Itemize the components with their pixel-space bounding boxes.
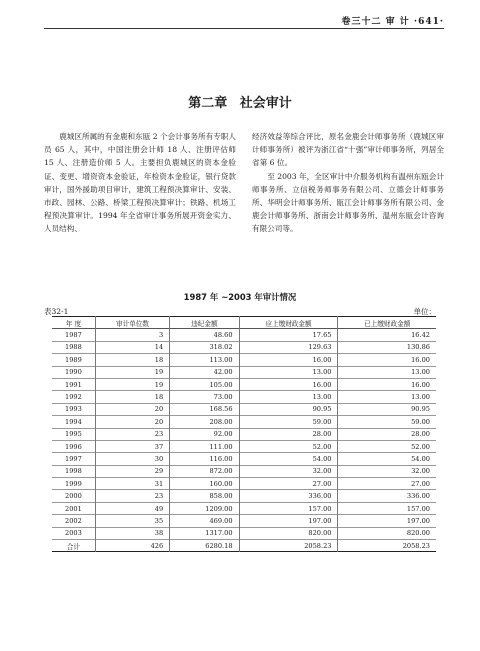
cell-paid: 59.00 (411, 417, 430, 426)
cell-payable: 90.95 (239, 403, 338, 415)
cell-violation: 105.00 (170, 378, 239, 390)
cell-payable: 28.00 (239, 428, 338, 440)
table-row (52, 416, 436, 428)
cell-paid: 157.00 (406, 504, 430, 513)
cell-units: 18 (95, 391, 169, 403)
cell-paid: 54.00 (411, 454, 430, 463)
cell-violation: 113.00 (170, 354, 239, 366)
cell-payable: 13.00 (239, 391, 338, 403)
table-row (52, 403, 436, 415)
cell-year: 1988 (52, 341, 95, 353)
cell-violation: 469.00 (170, 515, 239, 527)
table-row (52, 440, 436, 452)
header-paid-amount: 已上缴财政金额 (364, 319, 411, 328)
table-row (52, 391, 436, 403)
cell-violation: 111.00 (170, 440, 239, 452)
cell-violation: 858.00 (170, 490, 239, 502)
header-violation-amount: 违纪金额 (170, 317, 239, 329)
cell-units: 23 (95, 428, 169, 440)
cell-year: 2003 (52, 527, 95, 539)
cell-paid: 28.00 (411, 430, 430, 439)
table-row (52, 478, 436, 490)
cell-paid: 16.42 (411, 331, 430, 340)
table-row (52, 329, 436, 341)
cell-payable: 197.00 (239, 515, 338, 527)
cell-payable: 820.00 (239, 527, 338, 539)
header-payable-amount: 应上缴财政金额 (239, 317, 338, 329)
cell-year: 1993 (52, 403, 95, 415)
cell-paid: 13.00 (411, 368, 430, 377)
cell-violation: 318.02 (170, 341, 239, 353)
paragraph-right-continued: 经济效益等综合评比，原名金鹿会计师事务所（鹿城区审计师事务所）被评为浙江省“十强”审计师事务所，列居全省第 6 位。 (252, 132, 444, 168)
table-unit: 单位： (413, 307, 436, 316)
cell-violation: 1317.00 (170, 527, 239, 539)
cell-payable: 54.00 (239, 453, 338, 465)
audit-table (52, 316, 436, 552)
table-row (52, 378, 436, 390)
cell-year: 2000 (52, 490, 95, 502)
table-row (52, 428, 436, 440)
cell-year: 1989 (52, 354, 95, 366)
cell-paid: 16.00 (411, 380, 430, 389)
cell-violation: 42.00 (170, 366, 239, 378)
cell-paid: 27.00 (411, 479, 430, 488)
paragraph-left: 鹿城区所属的有金鹿和东瓯 2 个会计事务所有专职人员 65 人，其中，中国注册会计师 18 人、注册评估师 15 人、注册造价师 5 人。主要担负鹿城区的资本金验证、变更、增资资本金验证，年检资本金验证，银行贷款审计，国外援助项目审计，建筑工程预决算审计、安装、市政、园林、公路、桥梁工程预决算审计；铁路、机场工程预决算审计。1994 年全省审计事务所展开资金实力、人员结构、 (44, 132, 236, 234)
cell-payable: 129.63 (239, 341, 338, 353)
header-year: 年 度 (52, 317, 95, 329)
cell-units: 18 (95, 354, 169, 366)
table-title: 1987 年 ~2003 年审计情况 (183, 292, 297, 302)
cell-units: 37 (95, 440, 169, 452)
cell-payable: 13.00 (239, 366, 338, 378)
cell-payable: 336.00 (239, 490, 338, 502)
cell-year: 1987 (52, 329, 95, 341)
cell-violation: 872.00 (170, 465, 239, 477)
cell-units: 20 (95, 416, 169, 428)
cell-units: 14 (95, 341, 169, 353)
cell-violation: 73.00 (170, 391, 239, 403)
header-units: 审计单位数 (95, 317, 169, 329)
cell-payable: 16.00 (239, 378, 338, 390)
cell-payable: 52.00 (239, 440, 338, 452)
cell-units: 19 (95, 366, 169, 378)
cell-violation: 208.00 (170, 416, 239, 428)
cell-year: 1998 (52, 465, 95, 477)
cell-units: 38 (95, 527, 169, 539)
right-column (252, 130, 444, 236)
cell-year: 1990 (52, 366, 95, 378)
cell-paid: 336.00 (406, 492, 430, 501)
table-header-row (52, 317, 436, 329)
cell-units: 49 (95, 502, 169, 514)
cell-paid: 52.00 (411, 442, 430, 451)
cell-payable: 59.00 (239, 416, 338, 428)
cell-violation: 168.56 (170, 403, 239, 415)
cell-year: 1995 (52, 428, 95, 440)
cell-payable: 27.00 (239, 478, 338, 490)
table-row (52, 502, 436, 514)
cell-units: 23 (95, 490, 169, 502)
cell-units: 426 (95, 540, 169, 552)
cell-paid: 820.00 (406, 529, 430, 538)
cell-units: 30 (95, 453, 169, 465)
table-row (52, 453, 436, 465)
cell-violation: 92.00 (170, 428, 239, 440)
left-column (44, 130, 236, 236)
table-row (52, 366, 436, 378)
chapter-title (0, 92, 480, 111)
table-number: 表32-1 (44, 307, 69, 316)
table-row (52, 527, 436, 539)
chapter-name: 社会审计 (239, 96, 292, 111)
cell-paid: 2058.23 (402, 541, 430, 550)
cell-violation: 160.00 (170, 478, 239, 490)
cell-payable: 157.00 (239, 502, 338, 514)
cell-paid: 13.00 (411, 393, 430, 402)
cell-year: 1992 (52, 391, 95, 403)
cell-payable: 17.65 (239, 329, 338, 341)
cell-year: 1994 (52, 416, 95, 428)
cell-year: 2002 (52, 515, 95, 527)
cell-units: 35 (95, 515, 169, 527)
cell-year: 1991 (52, 378, 95, 390)
table-row (52, 341, 436, 353)
cell-units: 20 (95, 403, 169, 415)
cell-units: 31 (95, 478, 169, 490)
table-row (52, 515, 436, 527)
cell-payable: 16.00 (239, 354, 338, 366)
paragraph-right-2: 至 2003 年，全区审计中介服务机构有温州东瓯会计师事务所、立信税务师事务有限公司、立德会计师事务所、华明会计师事务所、瓯江会计师事务所有限公司、金鹿会计师事务所、浙南会计师事务所、温州东瓯会计咨询有限公司等。 (252, 171, 444, 234)
cell-year: 2001 (52, 502, 95, 514)
cell-year: 合计 (52, 540, 95, 552)
cell-paid: 90.95 (411, 405, 430, 414)
table-total-row (52, 540, 436, 552)
table-row (52, 465, 436, 477)
cell-payable: 32.00 (239, 465, 338, 477)
cell-units: 29 (95, 465, 169, 477)
cell-year: 1996 (52, 440, 95, 452)
cell-units: 3 (95, 329, 169, 341)
cell-year: 1999 (52, 478, 95, 490)
header-rule (44, 28, 444, 29)
cell-paid: 32.00 (411, 467, 430, 476)
cell-violation: 1209.00 (170, 502, 239, 514)
cell-paid: 130.86 (406, 343, 430, 352)
cell-violation: 116.00 (170, 453, 239, 465)
table-row (52, 490, 436, 502)
running-head: 卷三十二 审 计 ·641· (341, 17, 444, 27)
cell-year: 1997 (52, 453, 95, 465)
cell-units: 19 (95, 378, 169, 390)
cell-violation: 6280.18 (170, 540, 239, 552)
table-body (52, 329, 436, 552)
chapter-number: 第二章 (188, 96, 228, 111)
cell-paid: 16.00 (411, 355, 430, 364)
cell-violation: 48.60 (170, 329, 239, 341)
cell-paid: 197.00 (406, 516, 430, 525)
table-row (52, 354, 436, 366)
cell-payable: 2058.23 (239, 540, 338, 552)
